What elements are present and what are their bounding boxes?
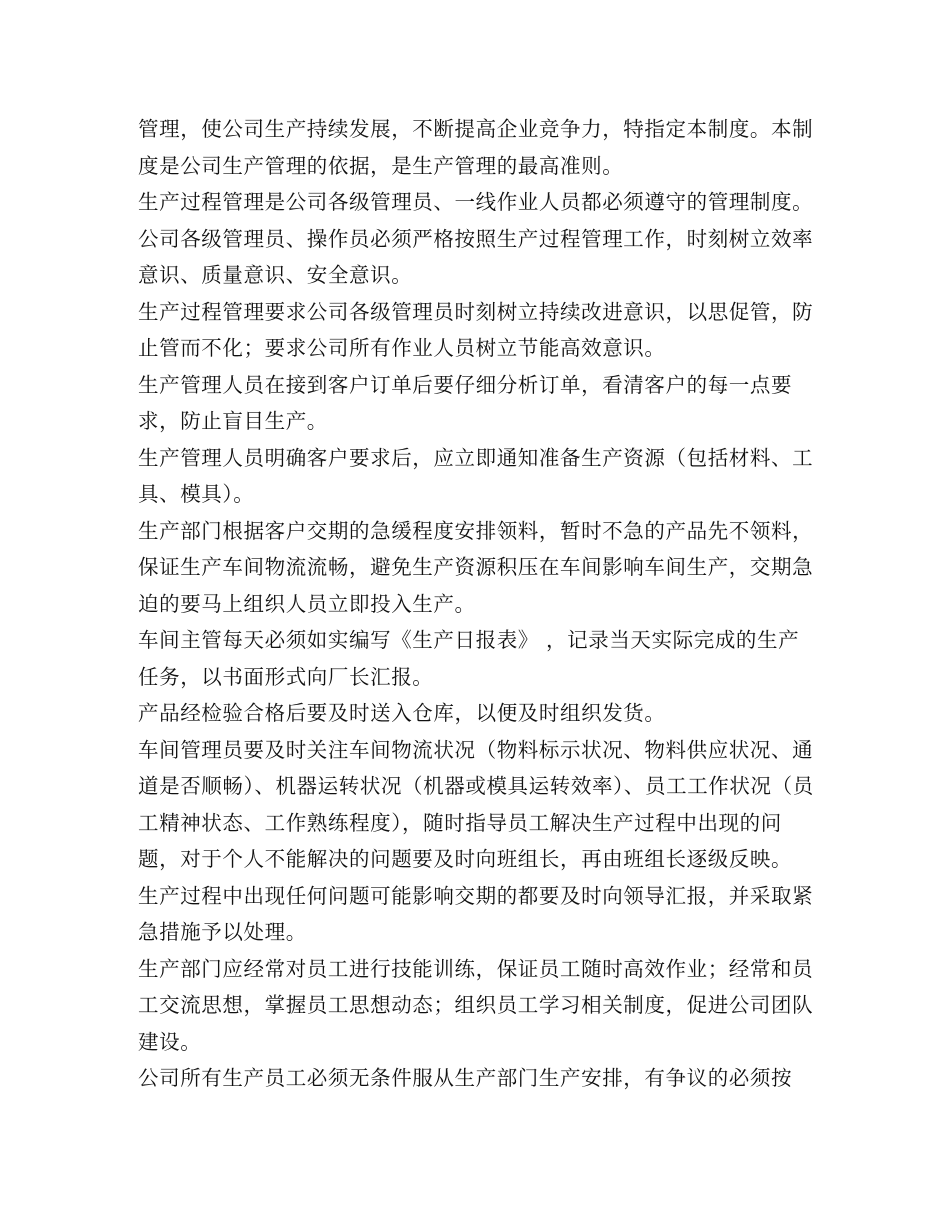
paragraph-12: 生产部门应经常对员工进行技能训练，保证员工随时高效作业；经常和员工交流思想，掌握员工思想动态；组织员工学习相关制度，促进公司团队建设。 xyxy=(138,956,814,1054)
paragraph-7: 生产部门根据客户交期的急缓程度安排领料，暂时不急的产品先不领料，保证生产车间物流流畅，避免生产资源积压在车间影响车间生产，交期急迫的要马上组织人员立即投入生产。 xyxy=(138,518,814,616)
paragraph-6: 生产管理人员明确客户要求后，应立即通知准备生产资源（包括材料、工具、模具）。 xyxy=(138,445,814,506)
paragraph-2: 生产过程管理是公司各级管理员、一线作业人员都必须遵守的管理制度。 xyxy=(138,190,814,214)
paragraph-9: 产品经检验合格后要及时送入仓库，以便及时组织发货。 xyxy=(138,701,666,725)
document-body xyxy=(138,111,818,1097)
paragraph-3: 公司各级管理员、操作员必须严格按照生产过程管理工作，时刻树立效率意识、质量意识、安全意识。 xyxy=(138,226,814,287)
paragraph-11: 生产过程中出现任何问题可能影响交期的都要及时向领导汇报，并采取紧急措施予以处理。 xyxy=(138,883,814,944)
paragraph-10: 车间管理员要及时关注车间物流状况（物料标示状况、物料供应状况、通道是否顺畅）、机器运转状况（机器或模具运转效率）、员工工作状况（员工精神状态、工作熟练程度），随时指导员工解决生产过程中出现的问题，对于个人不能解决的问题要及时向班组长，再由班组长逐级反映。 xyxy=(138,737,814,871)
paragraph-1: 管理，使公司生产持续发展，不断提高企业竞争力，特指定本制度。本制度是公司生产管理的依据，是生产管理的最高准则。 xyxy=(138,117,814,178)
paragraph-4: 生产过程管理要求公司各级管理员时刻树立持续改进意识，以思促管，防止管而不化；要求公司所有作业人员树立节能高效意识。 xyxy=(138,299,814,360)
paragraph-13: 公司所有生产员工必须无条件服从生产部门生产安排，有争议的必须按 xyxy=(138,1066,793,1090)
paragraph-5: 生产管理人员在接到客户订单后要仔细分析订单，看清客户的每一点要求，防止盲目生产。 xyxy=(138,372,793,433)
paragraph-8: 车间主管每天必须如实编写《生产日报表》 ，记录当天实际完成的生产任务，以书面形式向厂长汇报。 xyxy=(138,628,800,689)
